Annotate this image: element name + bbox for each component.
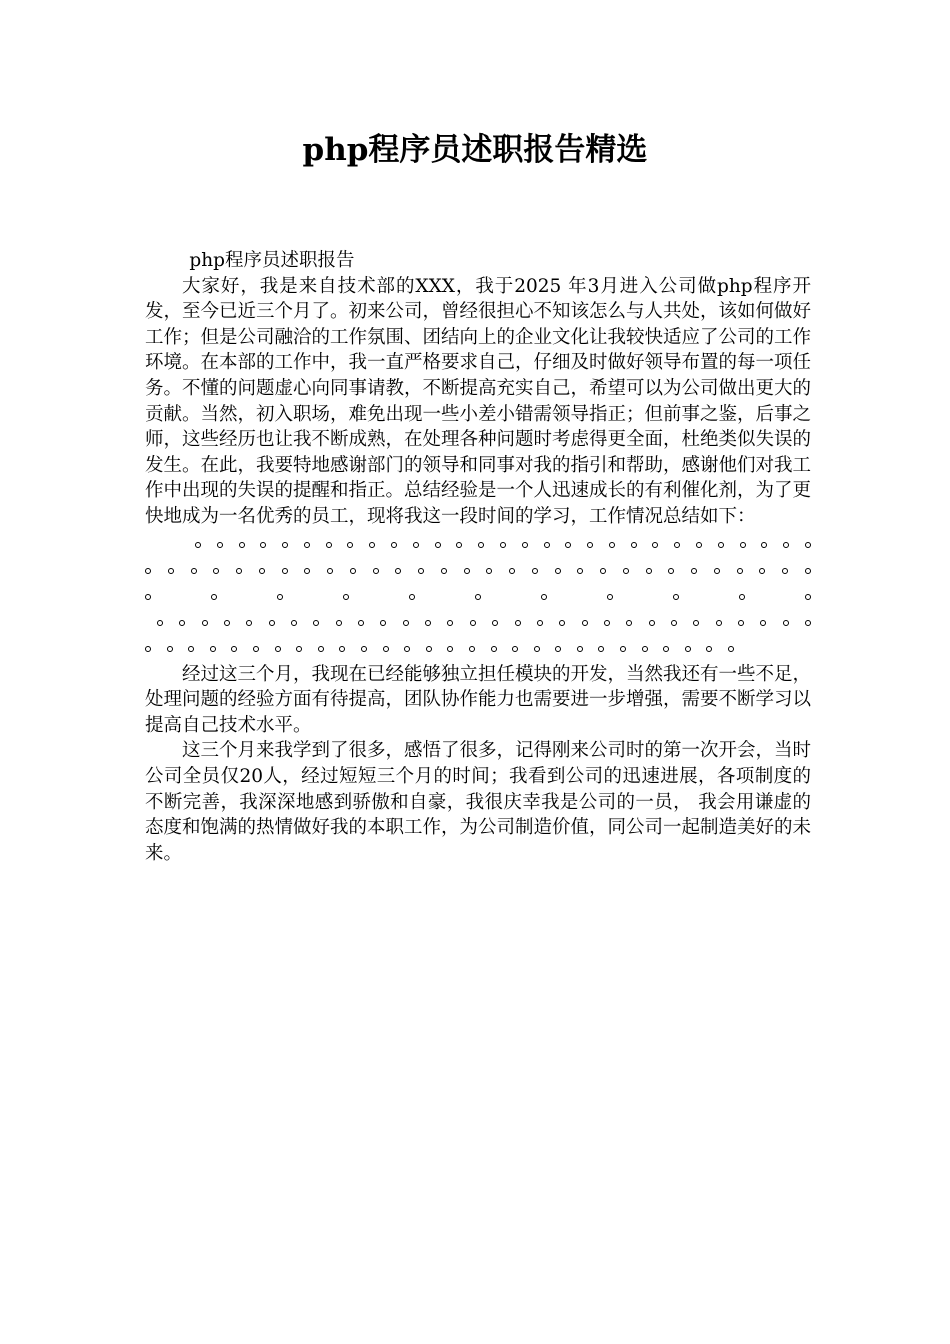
dot-row — [145, 610, 811, 636]
placeholder-dot — [565, 542, 571, 548]
placeholder-dot — [336, 620, 342, 626]
placeholder-dot — [728, 646, 734, 652]
placeholder-dot — [145, 646, 151, 652]
paragraph-closing: 这三个月来我学到了很多，感悟了很多，记得刚来公司时的第一次开会，当时公司全员仅20人，经过短短三个月的时间；我看到公司的迅速进展，各项制度的不断完善，我深深地感到骄傲和自豪，我很庆幸我是公司的一员， 我会用谦虚的态度和饱满的热情做好我的本职工作，为公司制造价值，同公司一起制造美好的未来。 — [145, 740, 812, 864]
placeholder-dot — [418, 568, 424, 574]
placeholder-dot — [469, 646, 475, 652]
placeholder-dot — [604, 620, 610, 626]
placeholder-dot — [343, 594, 349, 600]
placeholder-dot — [515, 620, 521, 626]
placeholder-dot — [350, 568, 356, 574]
placeholder-dot — [188, 646, 194, 652]
placeholder-dot — [426, 646, 432, 652]
placeholder-dot — [269, 620, 275, 626]
placeholder-dot — [600, 568, 606, 574]
placeholder-dot — [696, 542, 702, 548]
placeholder-dot — [275, 646, 281, 652]
placeholder-dot — [213, 568, 219, 574]
placeholder-dot — [191, 568, 197, 574]
placeholder-dot — [369, 542, 375, 548]
placeholder-dot — [217, 542, 223, 548]
paragraph-intro: 大家好，我是来自技术部的XXX，我于2025 年3月进入公司做php程序开发，至今已近三个月了。初来公司，曾经很担心不知该怎么与人共处，该如何做好工作；但是公司融洽的工作氛围、团结向上的企业文化让我较快适应了公司的工作环境。在本部的工作中，我一直严格要求自己，仔细及时做好领导布置的每一项任务。不懂的问题虚心向同事请教，不断提高充实自己，希望可以为公司做出更大的贡献。当然，初入职场，难免出现一些小差小错需领导指正；但前事之鉴，后事之师，这些经历也让我不断成熟，在处理各种问题时考虑得更全面，杜绝类似失误的发生。在此，我要特地感谢部门的领导和同事对我的指引和帮助，感谢他们对我工作中出现的失误的提醒和指正。总结经验是一个人迅速成长的有利催化剂，为了更快地成为一名优秀的员工，现将我这一段时间的学习，工作情况总结如下： — [145, 275, 812, 527]
placeholder-dot — [236, 568, 242, 574]
placeholder-dot — [559, 620, 565, 626]
placeholder-dot — [296, 646, 302, 652]
placeholder-dot — [582, 620, 588, 626]
placeholder-dot — [587, 542, 593, 548]
placeholder-dot — [447, 646, 453, 652]
placeholder-dot — [706, 646, 712, 652]
placeholder-dot — [456, 542, 462, 548]
placeholder-dot — [668, 568, 674, 574]
document-title: php程序员述职报告精选 — [302, 132, 648, 168]
placeholder-dot — [179, 620, 185, 626]
placeholder-dot — [782, 568, 788, 574]
placeholder-dot — [145, 568, 151, 574]
placeholder-dot — [282, 542, 288, 548]
placeholder-dot — [304, 542, 310, 548]
placeholder-dot — [761, 542, 767, 548]
placeholder-dot — [326, 542, 332, 548]
placeholder-dot — [509, 568, 515, 574]
placeholder-dot — [718, 542, 724, 548]
placeholder-dot — [607, 594, 613, 600]
placeholder-dot — [358, 620, 364, 626]
placeholder-dot — [259, 568, 265, 574]
placeholder-dot — [195, 542, 201, 548]
placeholder-dot — [759, 568, 765, 574]
placeholder-dot — [626, 620, 632, 626]
placeholder-dot — [532, 568, 538, 574]
placeholder-dot — [425, 620, 431, 626]
placeholder-dot — [282, 568, 288, 574]
placeholder-dot — [475, 594, 481, 600]
placeholder-dot — [435, 542, 441, 548]
placeholder-dot — [470, 620, 476, 626]
placeholder-dot — [145, 594, 151, 600]
placeholder-dot — [327, 568, 333, 574]
placeholder-dot — [537, 620, 543, 626]
placeholder-dot — [631, 542, 637, 548]
placeholder-dot — [646, 568, 652, 574]
placeholder-dot — [210, 646, 216, 652]
placeholder-dot — [805, 542, 811, 548]
placeholder-dot — [380, 620, 386, 626]
placeholder-dot — [202, 620, 208, 626]
placeholder-dot — [313, 620, 319, 626]
placeholder-dot — [738, 620, 744, 626]
placeholder-dot — [544, 542, 550, 548]
placeholder-dot — [522, 542, 528, 548]
placeholder-dot — [157, 620, 163, 626]
placeholder-dot — [649, 620, 655, 626]
placeholder-dot — [239, 542, 245, 548]
placeholder-dot — [805, 594, 811, 600]
placeholder-dot — [534, 646, 540, 652]
placeholder-dot — [620, 646, 626, 652]
placeholder-dot — [253, 646, 259, 652]
placeholder-dot — [740, 542, 746, 548]
placeholder-dot — [478, 542, 484, 548]
placeholder-dot — [409, 594, 415, 600]
placeholder-dot — [685, 646, 691, 652]
placeholder-dot — [441, 568, 447, 574]
placeholder-dot — [486, 568, 492, 574]
placeholder-dot — [347, 542, 353, 548]
placeholder-dot — [413, 542, 419, 548]
placeholder-dot — [805, 568, 811, 574]
placeholder-dot — [373, 568, 379, 574]
placeholder-dot — [383, 646, 389, 652]
placeholder-dot — [168, 568, 174, 574]
placeholder-dot — [663, 646, 669, 652]
placeholder-dot — [760, 620, 766, 626]
placeholder-dot — [492, 620, 498, 626]
placeholder-dots — [145, 532, 811, 662]
placeholder-dot — [291, 620, 297, 626]
placeholder-dot — [609, 542, 615, 548]
placeholder-dot — [541, 594, 547, 600]
placeholder-dot — [737, 568, 743, 574]
placeholder-dot — [673, 594, 679, 600]
placeholder-dot — [783, 620, 789, 626]
placeholder-dot — [361, 646, 367, 652]
placeholder-dot — [231, 646, 237, 652]
placeholder-dot — [224, 620, 230, 626]
report-subtitle: php程序员述职报告 — [189, 250, 355, 271]
placeholder-dot — [167, 646, 173, 652]
placeholder-dot — [671, 620, 677, 626]
placeholder-dot — [512, 646, 518, 652]
placeholder-dot — [403, 620, 409, 626]
placeholder-dot — [260, 542, 266, 548]
placeholder-dot — [674, 542, 680, 548]
placeholder-dot — [339, 646, 345, 652]
placeholder-dot — [391, 542, 397, 548]
placeholder-dot — [404, 646, 410, 652]
placeholder-dot — [447, 620, 453, 626]
placeholder-dot — [577, 568, 583, 574]
document-body — [145, 248, 811, 866]
placeholder-dot — [246, 620, 252, 626]
placeholder-dot — [318, 646, 324, 652]
placeholder-dot — [739, 594, 745, 600]
placeholder-dot — [500, 542, 506, 548]
placeholder-dot — [464, 568, 470, 574]
placeholder-dot — [805, 620, 811, 626]
placeholder-dot — [491, 646, 497, 652]
dot-row — [145, 636, 811, 662]
placeholder-dot — [277, 594, 283, 600]
placeholder-dot — [211, 594, 217, 600]
placeholder-dot — [304, 568, 310, 574]
placeholder-dot — [693, 620, 699, 626]
placeholder-dot — [652, 542, 658, 548]
paragraph-progress: 经过这三个月，我现在已经能够独立担任模块的开发，当然我还有一些不足，处理问题的经验方面有待提高，团队协作能力也需要进一步增强，需要不断学习以提高自己技术水平。 — [145, 663, 812, 736]
placeholder-dot — [623, 568, 629, 574]
placeholder-dot — [642, 646, 648, 652]
placeholder-dot — [714, 568, 720, 574]
placeholder-dot — [716, 620, 722, 626]
placeholder-dot — [598, 646, 604, 652]
placeholder-dot — [395, 568, 401, 574]
placeholder-dot — [577, 646, 583, 652]
placeholder-dot — [783, 542, 789, 548]
dot-row — [145, 532, 811, 558]
placeholder-dot — [691, 568, 697, 574]
dot-row — [145, 558, 811, 584]
dot-row — [145, 584, 811, 610]
placeholder-dot — [555, 646, 561, 652]
placeholder-dot — [555, 568, 561, 574]
